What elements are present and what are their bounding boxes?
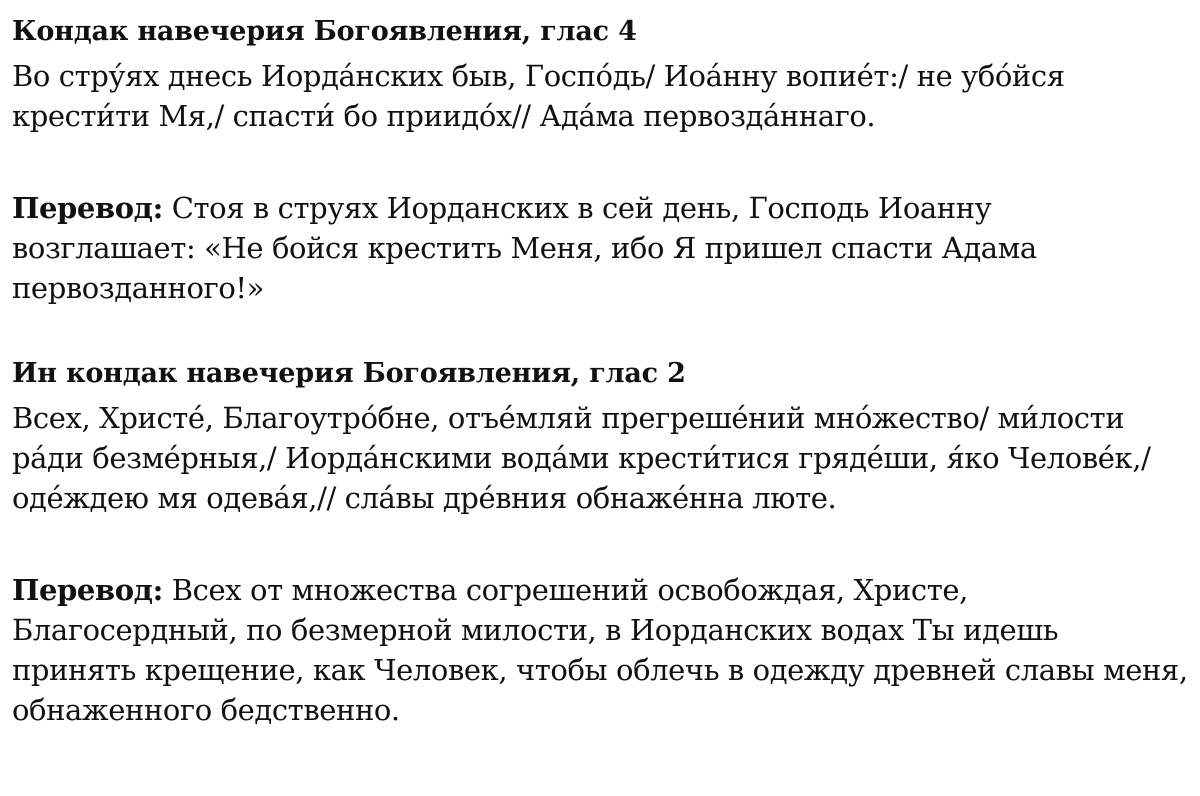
verse-line: оде́ждею мя одева́я,// сла́вы дре́вния обнаже́нна люте. [12,481,837,515]
kontakion-2-translation [12,570,1188,730]
document-page [12,14,1188,730]
kontakion-1-heading: Кондак навечерия Богоявления, глас 4 [12,16,637,47]
verse-line: крести́ти Мя,/ спасти́ бо приидо́х// Ада́ма первозда́ннаго. [12,99,876,133]
translation-line: первозданного!» [12,271,264,305]
translation-line: возглашает: «Не бойся крестить Меня, ибо Я пришел спасти Адама [12,231,1037,265]
kontakion-1-verse [12,56,1188,136]
translation-label: Перевод: [12,573,163,607]
translation-line [12,188,1188,228]
verse-line: Всех, Христе́, Благоутро́бне, отъе́мляй прегреше́ний мно́жество/ ми́лости [12,401,1125,435]
translation-line: обнаженного бедственно. [12,693,400,727]
translation-line: принять крещение, как Человек, чтобы облечь в одежду древней славы меня, [12,653,1188,687]
translation-text: Стоя в струях Иорданских в сей день, Господь Иоанну [162,191,992,225]
translation-line: Благосердный, по безмерной милости, в Иорданских водах Ты идешь [12,613,1059,647]
verse-line: ра́ди безме́рныя,/ Иорда́нскими вода́ми крести́тися гряде́ши, я́ко Челове́к,/ [12,441,1151,475]
verse-line: Во стру́ях днесь Иорда́нских быв, Госпо́дь/ Иоа́нну вопие́т:/ не убо́йся [12,59,1065,93]
kontakion-2-verse [12,398,1188,518]
kontakion-2-heading: Ин кондак навечерия Богоявления, глас 2 [12,358,686,389]
translation-text: Всех от множества согрешений освобождая, Христе, [162,573,968,607]
translation-line [12,570,1188,610]
kontakion-1-translation [12,188,1188,308]
translation-label: Перевод: [12,191,163,225]
